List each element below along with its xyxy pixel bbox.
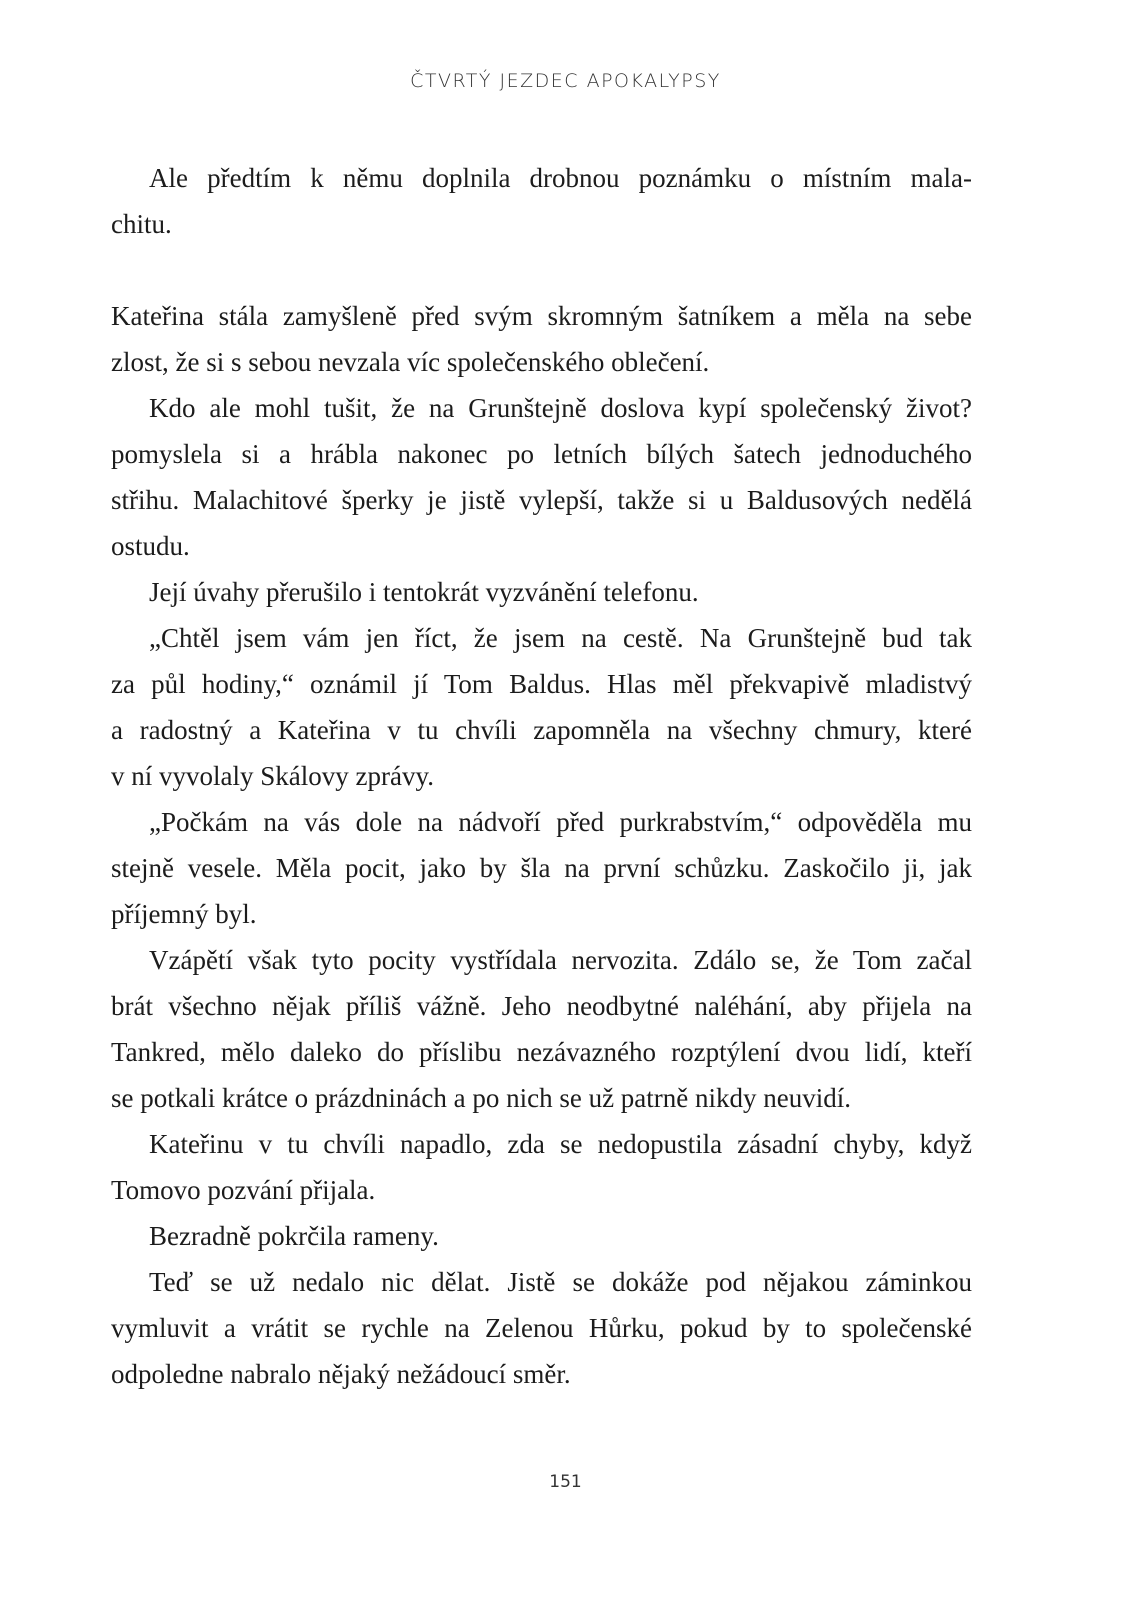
body-text bbox=[111, 155, 972, 1397]
text-line: Vzápětí však tyto pocity vystřídala nervozita. Zdálo se, že Tom začal bbox=[149, 945, 972, 975]
text-line: v ní vyvolaly Skálovy zprávy. bbox=[111, 761, 434, 791]
paragraph bbox=[111, 569, 972, 615]
text-line: ostudu. bbox=[111, 531, 190, 561]
paragraph bbox=[111, 1259, 972, 1397]
paragraph bbox=[111, 293, 972, 385]
page-number: 151 bbox=[549, 1472, 582, 1492]
text-line: Kateřina stála zamyšleně před svým skromným šatníkem a měla na sebe bbox=[111, 301, 972, 331]
paragraph bbox=[111, 155, 972, 247]
text-line: Teď se už nedalo nic dělat. Jistě se dokáže pod nějakou záminkou bbox=[149, 1267, 972, 1297]
text-line: Její úvahy přerušilo i tentokrát vyzvánění telefonu. bbox=[149, 577, 699, 607]
paragraph bbox=[111, 1213, 972, 1259]
text-line: „Počkám na vás dole na nádvoří před purkrabstvím,“ odpověděla mu bbox=[149, 807, 972, 837]
text-line: za půl hodiny,“ oznámil jí Tom Baldus. Hlas měl překvapivě mladistvý bbox=[111, 669, 972, 699]
text-line: zlost, že si s sebou nevzala víc společenského oblečení. bbox=[111, 347, 710, 377]
text-line: střihu. Malachitové šperky je jistě vylepší, takže si u Baldusových nedělá bbox=[111, 485, 972, 515]
text-line: Tankred, mělo daleko do příslibu nezávazného rozptýlení dvou lidí, kteří bbox=[111, 1037, 972, 1067]
text-line: Tomovo pozvání přijala. bbox=[111, 1175, 376, 1205]
text-line: Ale předtím k němu doplnila drobnou poznámku o místním mala- bbox=[149, 163, 972, 193]
text-line: Bezradně pokrčila rameny. bbox=[149, 1221, 439, 1251]
section-break bbox=[111, 247, 972, 293]
text-line: brát všechno nějak příliš vážně. Jeho neodbytné naléhání, aby přijela na bbox=[111, 991, 972, 1021]
text-line: odpoledne nabralo nějaký nežádoucí směr. bbox=[111, 1359, 571, 1389]
text-line: příjemný byl. bbox=[111, 899, 257, 929]
text-line: a radostný a Kateřina v tu chvíli zapomněla na všechny chmury, které bbox=[111, 715, 972, 745]
paragraph bbox=[111, 615, 972, 799]
paragraph bbox=[111, 385, 972, 569]
paragraph bbox=[111, 799, 972, 937]
running-head-title: ČTVRTÝ JEZDEC APOKALYPSY bbox=[410, 70, 721, 92]
text-line: vymluvit a vrátit se rychle na Zelenou Hůrku, pokud by to společenské bbox=[111, 1313, 972, 1343]
paragraph bbox=[111, 1121, 972, 1213]
text-line: Kateřinu v tu chvíli napadlo, zda se nedopustila zásadní chyby, když bbox=[149, 1129, 972, 1159]
paragraph bbox=[111, 937, 972, 1121]
text-line: pomyslela si a hrábla nakonec po letních bílých šatech jednoduchého bbox=[111, 439, 972, 469]
text-line: Kdo ale mohl tušit, že na Grunštejně doslova kypí společenský život? bbox=[149, 393, 972, 423]
text-line: „Chtěl jsem vám jen říct, že jsem na cestě. Na Grunštejně bud tak bbox=[149, 623, 972, 653]
text-line: se potkali krátce o prázdninách a po nich se už patrně nikdy neuvidí. bbox=[111, 1083, 851, 1113]
text-line: chitu. bbox=[111, 209, 172, 239]
text-line: stejně vesele. Měla pocit, jako by šla na první schůzku. Zaskočilo ji, jak bbox=[111, 853, 972, 883]
